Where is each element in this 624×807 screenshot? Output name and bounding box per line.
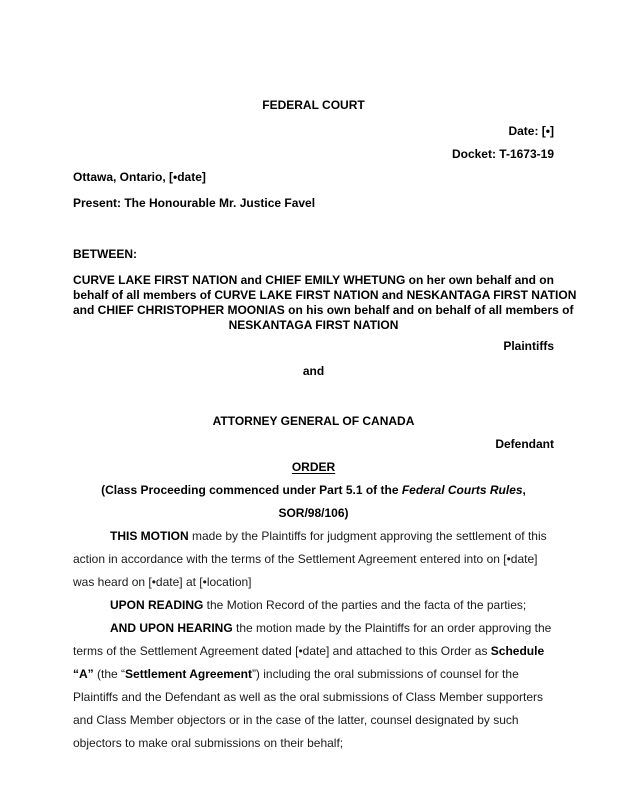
- paragraph-reading-lead: UPON READING: [110, 598, 204, 612]
- paragraph-hearing-seg1: the motion made by the Plaintiffs for an order approving the terms of the Settlement Agreement dated [•date] and attached to this Order as: [73, 621, 552, 658]
- order-subtitle-suffix: , SOR/98/106): [278, 483, 526, 520]
- order-heading-text: ORDER: [291, 460, 336, 474]
- party-line: and CHIEF CHRISTOPHER MOONIAS on his own behalf and on behalf of all members of: [73, 303, 574, 317]
- paragraph-motion: [73, 525, 554, 594]
- docket-line: Docket: T-1673-19: [451, 147, 554, 161]
- paragraph-hearing-seg3: ”) including the oral submissions of counsel for the Plaintiffs and the Defendant as well as the oral submissions of Class Member supporters and Class Member objectors or in the case of the latter, counsel designated by such objectors to make oral submissions on their behalf;: [73, 667, 544, 750]
- paragraph-hearing-lead: AND UPON HEARING: [110, 621, 233, 635]
- paragraph-hearing-defined-term: Settlement Agreement: [125, 667, 252, 681]
- and-label: and: [302, 364, 325, 378]
- between-label: BETWEEN:: [73, 247, 137, 261]
- party-block: [73, 273, 577, 333]
- paragraph-hearing-schedule: Schedule “A”: [73, 644, 545, 681]
- defendant-label: Defendant: [495, 437, 554, 451]
- paragraph-reading-body: the Motion Record of the parties and the facta of the parties;: [203, 598, 527, 612]
- party-line: behalf of all members of CURVE LAKE FIRST NATION and NESKANTAGA FIRST NATION: [73, 288, 577, 302]
- court-title: FEDERAL COURT: [262, 98, 365, 112]
- order-heading: [73, 456, 554, 479]
- paragraph-upon-hearing: [73, 617, 554, 755]
- order-subtitle-italic: Federal Courts Rules: [401, 483, 523, 497]
- order-subtitle-prefix: (Class Proceeding commenced under Part 5.1 of the: [101, 483, 402, 497]
- paragraph-hearing-seg2: (the “: [93, 667, 126, 681]
- order-subtitle: [73, 479, 554, 525]
- party-line: CURVE LAKE FIRST NATION and CHIEF EMILY WHETUNG on her own behalf and on: [73, 273, 554, 287]
- paragraph-motion-lead: THIS MOTION: [110, 529, 189, 543]
- party-line: NESKANTAGA FIRST NATION: [228, 318, 399, 332]
- date-line: Date: [•]: [508, 124, 554, 138]
- plaintiffs-label: Plaintiffs: [503, 339, 554, 353]
- defendant-name: ATTORNEY GENERAL OF CANADA: [212, 414, 415, 428]
- present-line: Present: The Honourable Mr. Justice Favel: [73, 196, 316, 210]
- paragraph-upon-reading: [73, 594, 554, 617]
- place-line: Ottawa, Ontario, [•date]: [73, 170, 206, 184]
- paragraph-motion-body: made by the Plaintiffs for judgment approving the settlement of this action in accordance with the terms of the Settlement Agreement entered into on [•date] was heard on [•date] at [•location]: [73, 529, 547, 589]
